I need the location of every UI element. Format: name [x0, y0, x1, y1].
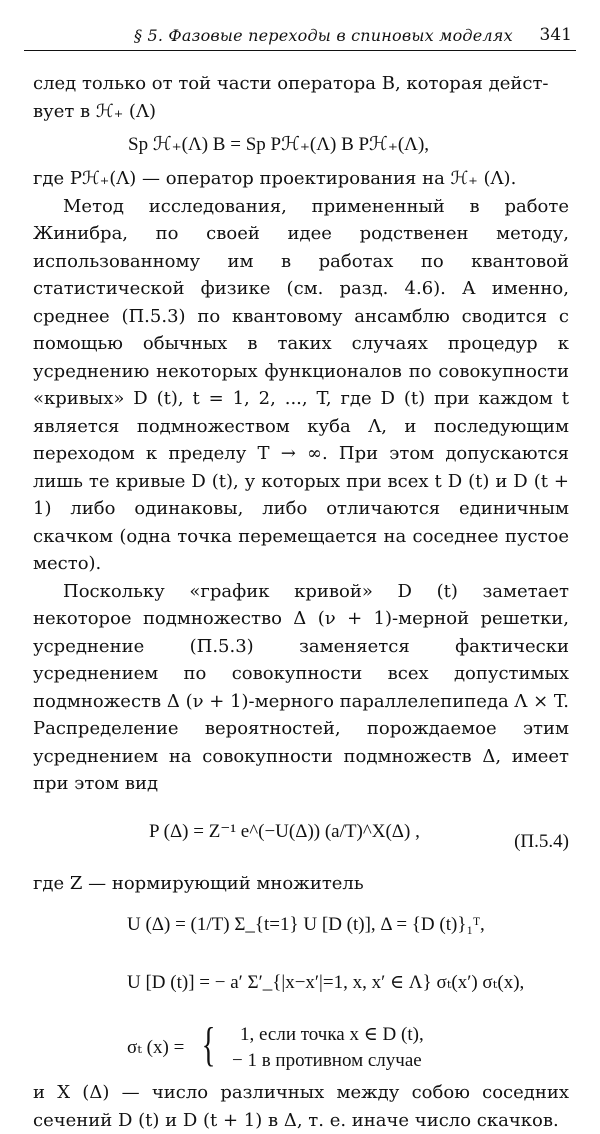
formula-sigma-cases [127, 1019, 569, 1071]
formula-hamiltonian: U [D (t)] = − a′ Σ′_{|x−x′|=1, x, x′ ∈ Λ} σₜ(x′) σₜ(x), [127, 972, 525, 993]
paragraph-2: где Pℋ₊(Λ) — оператор проектирования на ℋ₊ (Λ). [33, 168, 517, 189]
paragraph-6: и X (Δ) — число различных между собою соседних сечений D (t) и D (t + 1) в Δ, т. е. иначе число скачков. [33, 1082, 569, 1131]
formula-sigma-lhs: σₜ (x) = [127, 1037, 185, 1058]
paragraph-4: Поскольку «график кривой» D (t) заметает некоторое подмножество Δ (ν + 1)-мерной решетки, усреднение (П.5.3) заменяется фактически усреднением по совокупности всех допустимых подмножеств Δ (ν + 1)-мерного параллелепипеда Λ × T. Распределение вероятностей, порождаемое этим усреднением на совокупности подмножеств Δ, имеет при этом вид [33, 580, 570, 794]
page-number: 341 [539, 25, 572, 45]
paragraph-1a: след только от той части оператора B, которая дейст- [33, 73, 549, 94]
formula-trace: Sp ℋ₊(Λ) B = Sp Pℋ₊(Λ) B Pℋ₊(Λ), [128, 134, 430, 155]
header-title: § 5. Фазовые переходы в спиновых моделях [134, 26, 513, 45]
left-brace: { [201, 1018, 216, 1071]
formula-probability-body: P (Δ) = Z⁻¹ e^(−U(Δ)) (a/T)^X(Δ) , [149, 820, 420, 842]
formula-sigma-case-2: − 1 в противном случае [232, 1050, 422, 1071]
formula-probability [149, 812, 569, 870]
paragraph-1b: вует в ℋ₊ (Λ) [33, 100, 156, 122]
equation-number: (П.5.4) [514, 830, 569, 852]
formula-energy: U (Δ) = (1/T) Σ_{t=1} U [D (t)], Δ = {D (t)}₁ᵀ, [127, 914, 485, 935]
running-header [24, 20, 576, 51]
page-body [33, 70, 569, 1134]
formula-sigma-case-1: 1, если точка x ∈ D (t), [240, 1024, 424, 1045]
paragraph-3: Метод исследования, примененный в работе Жинибра, по своей идее родственен методу, использованному им в работах по квантовой статистической физике (см. разд. 4.6). А именно, среднее (П.5.3) по квантовому ансамблю сводится с помощью обычных в таких случаях процедур к усреднению некоторых функционалов по совокупности «кривых» D (t), t = 1, 2, ..., T, где D (t) при каждом t является подмножеством куба Λ, и последующим переходом к пределу T → ∞. При этом допускаются лишь те кривые D (t), у которых при всех t D (t) и D (t + 1) либо одинаковы, либо отличаются единичным скачком (одна точка перемещается на соседнее пустое место). [33, 195, 569, 574]
paragraph-5: где Z — нормирующий множитель [33, 872, 364, 894]
